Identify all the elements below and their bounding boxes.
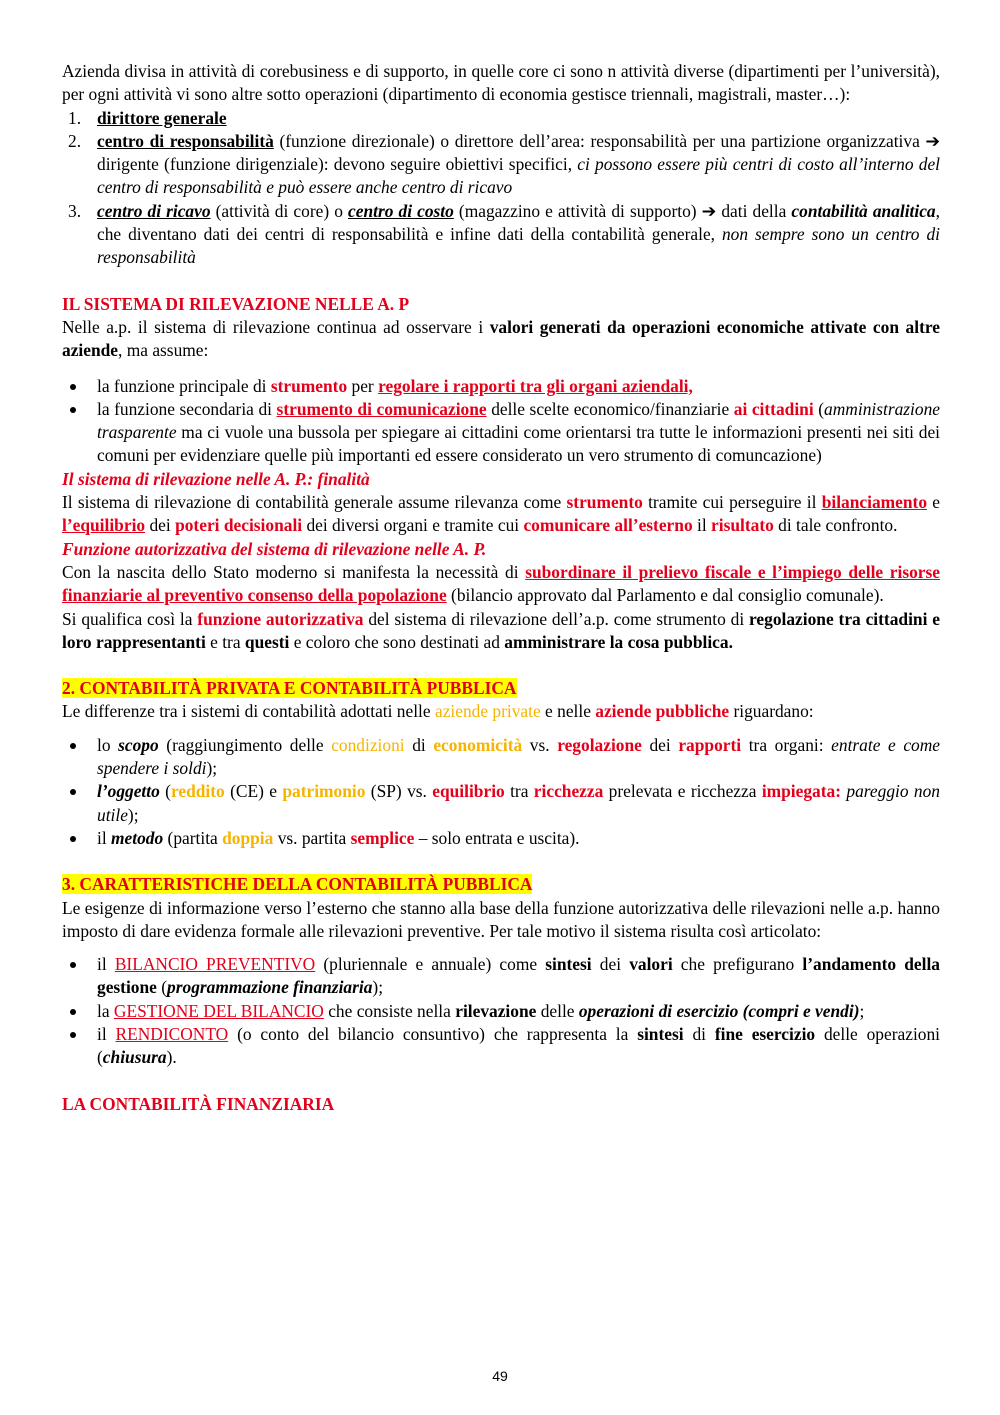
text-run: , ma assume: (118, 340, 209, 361)
bullet-icon (70, 1032, 76, 1038)
page-number: 49 (492, 1368, 508, 1384)
list-marker: 1. (68, 107, 82, 128)
bold-text: valori (629, 954, 673, 975)
red-text: strumento (566, 492, 643, 513)
paragraph (62, 491, 940, 538)
yellow-text: aziende private (434, 701, 541, 722)
text-run: (partita (163, 827, 223, 848)
red-text: equilibrio (432, 781, 505, 802)
text-run: che consiste nella (323, 1000, 456, 1021)
text-run: dei (145, 515, 176, 536)
red-underlined-text: BILANCIO PREVENTIVO (114, 954, 316, 975)
list-item (62, 734, 940, 781)
section-heading-contabilita-finanziaria: LA CONTABILITÀ FINANZIARIA (62, 1093, 335, 1114)
list-item (62, 780, 940, 827)
text-run: Con la nascita dello Stato moderno si manifesta la necessità di (62, 561, 526, 582)
bullet-icon (70, 743, 76, 749)
list-item-text: (attività di core) o (210, 200, 349, 221)
text-run: (CE) e (224, 781, 283, 802)
yellow-text: reddito (170, 781, 225, 802)
yellow-text: economicità (433, 734, 523, 755)
list-item (62, 1000, 940, 1023)
text-run: tra organi: (741, 734, 832, 755)
highlighted-heading: 2. CONTABILITÀ PRIVATA E CONTABILITÀ PUBBLICA (62, 678, 517, 699)
text-run: Nelle a.p. il sistema di rilevazione continua ad osservare i (62, 316, 490, 337)
yellow-text: doppia (222, 827, 274, 848)
text-run: Il sistema di rilevazione di contabilità generale assume rilevanza come (62, 492, 567, 513)
text-run: – solo entrata e uscita). (414, 827, 580, 848)
list-item-text: , che diventano dati dei centri di responsabilità e infine dati della contabilità generale, (97, 200, 940, 245)
bold-text: regolazione tra cittadini e loro rappresentanti (62, 608, 940, 652)
text-run: dei (591, 954, 630, 975)
text-run: delle (536, 1000, 579, 1021)
bold-italic-text: metodo (111, 827, 164, 848)
red-underlined-text: subordinare il prelievo fiscale e l’impiego delle risorse finanziarie al preventivo consenso della popolazione (62, 561, 940, 606)
text-run: delle scelte economico/finanziarie (486, 398, 734, 419)
text-run: e coloro che sono destinati ad (289, 631, 505, 652)
list-item (62, 827, 940, 850)
text-run: e nelle (540, 701, 596, 722)
bold-text: sintesi (637, 1023, 684, 1044)
text-run: di (683, 1023, 715, 1044)
red-underlined-text: strumento di comunicazione (276, 398, 487, 419)
paragraph (62, 700, 940, 723)
text-run: Si qualifica così la (62, 608, 198, 629)
bold-text: sintesi (545, 954, 592, 975)
bold-italic-text: programmazione finanziaria (167, 977, 373, 998)
bullet-list (62, 375, 940, 468)
bold-text: fine esercizio (714, 1023, 816, 1044)
red-text: rapporti (678, 734, 742, 755)
text-run: di (404, 734, 434, 755)
text-run: la funzione principale di (97, 375, 271, 396)
list-item-bold: contabilità analitica (791, 200, 936, 221)
list-item-italic: non sempre sono un centro di responsabilità (97, 224, 940, 268)
text-run: (pluriennale e annuale) come (315, 954, 546, 975)
bold-italic-text: l’oggetto (97, 781, 160, 802)
text-run: (o conto del bilancio consuntivo) che rappresenta la (228, 1023, 638, 1044)
bold-text: amministrare la cosa pubblica. (504, 631, 733, 652)
bullet-icon (70, 407, 76, 413)
text-run: ); (127, 804, 139, 825)
italic-text: pareggio non utile (97, 781, 940, 825)
list-item-title: dirittore generale (97, 107, 227, 128)
yellow-text: patrimonio (282, 781, 366, 802)
red-text: regolazione (557, 734, 642, 755)
red-underlined-text: bilanciamento (821, 492, 928, 513)
text-run: Le differenze tra i sistemi di contabilità adottati nelle (62, 701, 435, 722)
list-item-title: centro di costo (348, 200, 454, 221)
bullet-list (62, 734, 940, 850)
list-item (62, 200, 940, 270)
text-run: e (927, 492, 940, 513)
list-marker: 3. (68, 200, 82, 221)
text-run: ( (156, 977, 168, 998)
list-item-title: centro di responsabilità (97, 130, 274, 151)
page-content (62, 60, 940, 1116)
red-text: aziende pubbliche (595, 701, 730, 722)
text-run: (SP) vs. (365, 781, 433, 802)
list-item (62, 1023, 940, 1070)
paragraph (62, 561, 940, 608)
bullet-list (62, 953, 940, 1069)
text-run: dei diversi organi e tramite cui (302, 515, 524, 536)
text-run: ); (206, 758, 218, 779)
bold-italic-text: chiusura (102, 1047, 167, 1068)
paragraph (62, 316, 940, 363)
text-run: e tra (205, 631, 245, 652)
text-run: che prefigurano (672, 954, 803, 975)
text-run: la (97, 1000, 114, 1021)
list-item (62, 107, 940, 130)
red-text: funzione autorizzativa (197, 608, 364, 629)
text-run: dei (641, 734, 679, 755)
paragraph (62, 608, 940, 655)
text-run: la funzione secondaria di (97, 398, 277, 419)
red-text: risultato (711, 515, 774, 536)
text-run: tramite cui perseguire il (642, 492, 822, 513)
text-run: del sistema di rilevazione dell’a.p. come strumento di (363, 608, 750, 629)
text-run: ); (372, 977, 384, 998)
subheading-funzione-autorizzativa: Funzione autorizzativa del sistema di rilevazione nelle A. P. (62, 538, 487, 559)
text-run: ). (166, 1047, 177, 1068)
section-heading-rilevazione: IL SISTEMA DI RILEVAZIONE NELLE A. P (62, 293, 410, 314)
red-text: ricchezza (533, 781, 604, 802)
text-run: per (347, 375, 379, 396)
bold-italic-text: operazioni di esercizio (compri e vendi) (578, 1000, 860, 1021)
list-marker: 2. (68, 130, 82, 151)
text-run: ; (859, 1000, 865, 1021)
text-run: ( (159, 781, 171, 802)
text-run: lo (97, 734, 119, 755)
list-item-text: (magazzino e attività di supporto) ➔ dati della (453, 200, 792, 221)
bold-text: rilevazione (455, 1000, 537, 1021)
bullet-icon (70, 962, 76, 968)
bold-italic-text: scopo (118, 734, 159, 755)
text-run: il (97, 1023, 116, 1044)
section-heading-2 (62, 677, 940, 700)
text-run: delle operazioni ( (97, 1023, 940, 1068)
text-run: (bilancio approvato dal Parlamento e dal consiglio comunale). (446, 585, 884, 606)
list-item-text: (funzione direzionale) o direttore dell’area: responsabilità per una partizione organizzativa ➔ dirigente (funzione dirigenziale): devono seguire obiettivi specifici, (97, 130, 940, 175)
list-item-italic: ci possono essere più centri di costo all’interno del centro di responsabilità e può essere anche centro di ricavo (97, 154, 940, 198)
numbered-list (62, 107, 940, 270)
red-text: ai cittadini (733, 398, 814, 419)
paragraph: Le esigenze di informazione verso l’esterno che stanno alla base della funzione autorizzativa delle rilevazioni nelle a.p. hanno imposto di dare evidenza formale alle rilevazioni preventive. Per tale motivo il sistema risulta così articolato: (62, 897, 940, 941)
bullet-icon (70, 1009, 76, 1015)
list-item (62, 953, 940, 1000)
text-run: il (692, 515, 712, 536)
red-underlined-text: GESTIONE DEL BILANCIO (113, 1000, 324, 1021)
text-run: ma ci vuole una bussola per spiegare ai cittadini come orientarsi tra tutte le informazioni presenti nei siti dei comuni per evidenziare quelle più importanti ed essere considerato un vero strumento di comuncazione) (97, 422, 940, 466)
red-text: semplice (350, 827, 415, 848)
red-underlined-text: l’equilibrio (62, 515, 146, 536)
list-item (62, 130, 940, 200)
italic-text: entrate e come spendere i soldi (97, 734, 941, 779)
text-run: riguardano: (729, 701, 814, 722)
bullet-icon (70, 789, 76, 795)
text-run: il (97, 827, 112, 848)
section-heading-3 (62, 873, 940, 896)
bold-text: l’andamento della gestione (97, 954, 940, 998)
text-run: (raggiungimento delle (158, 734, 332, 755)
list-item (62, 375, 940, 398)
text-run: tra (504, 781, 534, 802)
red-underlined-text: RENDICONTO (115, 1023, 229, 1044)
bold-text: questi (244, 631, 290, 652)
list-item (62, 398, 940, 468)
italic-text: amministrazione trasparente (97, 398, 940, 443)
red-text: comunicare all’esterno (523, 515, 693, 536)
bullet-icon (70, 384, 76, 390)
text-run: il (97, 954, 115, 975)
red-underlined-text: regolare i rapporti tra gli organi aziendali, (378, 375, 693, 396)
text-run: ( (813, 398, 825, 419)
red-text: poteri decisionali (175, 515, 303, 536)
bullet-icon (70, 836, 76, 842)
intro-paragraph: Azienda divisa in attività di corebusiness e di supporto, in quelle core ci sono n attività diverse (dipartimenti per l’università), per ogni attività vi sono altre sotto operazioni (dipartimento di economia gestisce triennali, magistrali, master…): (62, 61, 940, 105)
red-text: strumento (270, 375, 348, 396)
yellow-text: condizioni (331, 734, 405, 755)
text-run: vs. (522, 734, 558, 755)
subheading-finalita: Il sistema di rilevazione nelle A. P.: finalità (62, 468, 370, 489)
red-text: impiegata: (761, 781, 842, 802)
list-item-title: centro di ricavo (97, 200, 211, 221)
bold-text: valori generati da operazioni economiche attivate con altre aziende (62, 316, 940, 361)
text-run: di tale confronto. (773, 515, 898, 536)
highlighted-heading: 3. CARATTERISTICHE DELLA CONTABILITÀ PUBBLICA (62, 874, 533, 895)
text-run: vs. partita (273, 827, 351, 848)
text-run: prelevata e ricchezza (603, 781, 762, 802)
